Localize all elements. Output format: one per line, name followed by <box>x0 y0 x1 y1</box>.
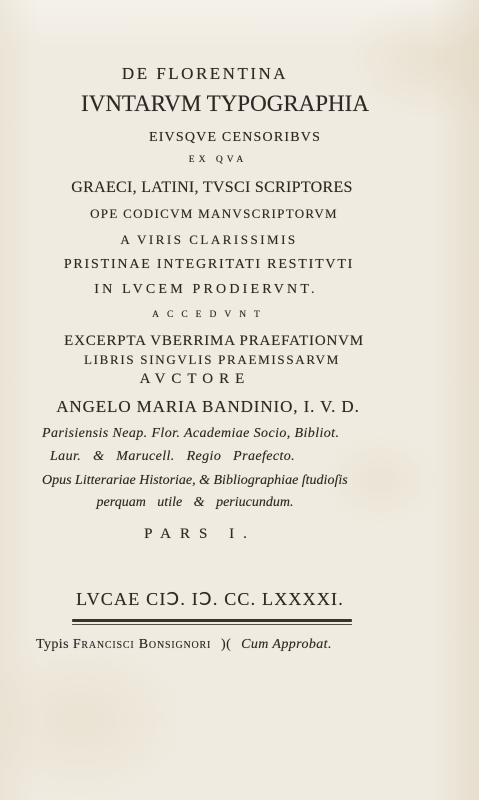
author-title-line: Parisiensis Neap. Flor. Academiae Socio, Bibliot. <box>42 426 340 441</box>
description-line: OPE CODICVM MANVSCRIPTORVM <box>90 206 338 221</box>
part-number: PARS I. <box>144 526 256 542</box>
ex-qva-line: EX QVA <box>188 155 248 165</box>
description-line: IN LVCEM PRODIERVNT. <box>94 282 318 297</box>
printer-line <box>36 638 332 652</box>
subtitle-censoribus: EIVSQVE CENSORIBVS <box>148 130 322 145</box>
imprint-separator: )( <box>221 637 232 652</box>
accedvnt-line: ACCEDVNT <box>152 310 268 320</box>
excerpta-line: LIBRIS SINGVLIS PRAEMISSARVM <box>83 352 341 367</box>
author-name: ANGELO MARIA BANDINIO, I. V. D. <box>56 397 360 416</box>
approbation-note: Cum Approbat. <box>241 637 332 652</box>
dedication-line: perquam utile & periucundum. <box>96 495 294 510</box>
auctore-line: AVCTORE <box>139 371 251 387</box>
description-line: GRAECI, LATINI, TVSCI SCRIPTORES <box>71 179 353 196</box>
main-title: IVNTARVM TYPOGRAPHIA <box>81 91 369 116</box>
description-line: A VIRIS CLARISSIMIS <box>120 232 298 247</box>
imprint-place-date: LVCAE CIↃ. IↃ. CC. LXXXXI. <box>76 589 344 609</box>
ornamental-rule-thin <box>72 624 352 625</box>
description-line: PRISTINAE INTEGRITATI RESTITVTI <box>63 257 355 272</box>
title-line-de-florentina: DE FLORENTINA <box>121 64 289 83</box>
typis-label: Typis <box>36 637 69 652</box>
author-title-line: Laur. & Marucell. Regio Praefecto. <box>50 449 296 464</box>
printer-name: Francisci Bonsignori <box>72 637 212 652</box>
excerpta-line: EXCERPTA VBERRIMA PRAEFATIONVM <box>64 333 364 349</box>
dedication-line: Opus Litterariae Historiae, & Bibliographiae ſtudioſis <box>42 473 348 488</box>
ornamental-rule <box>72 619 352 622</box>
